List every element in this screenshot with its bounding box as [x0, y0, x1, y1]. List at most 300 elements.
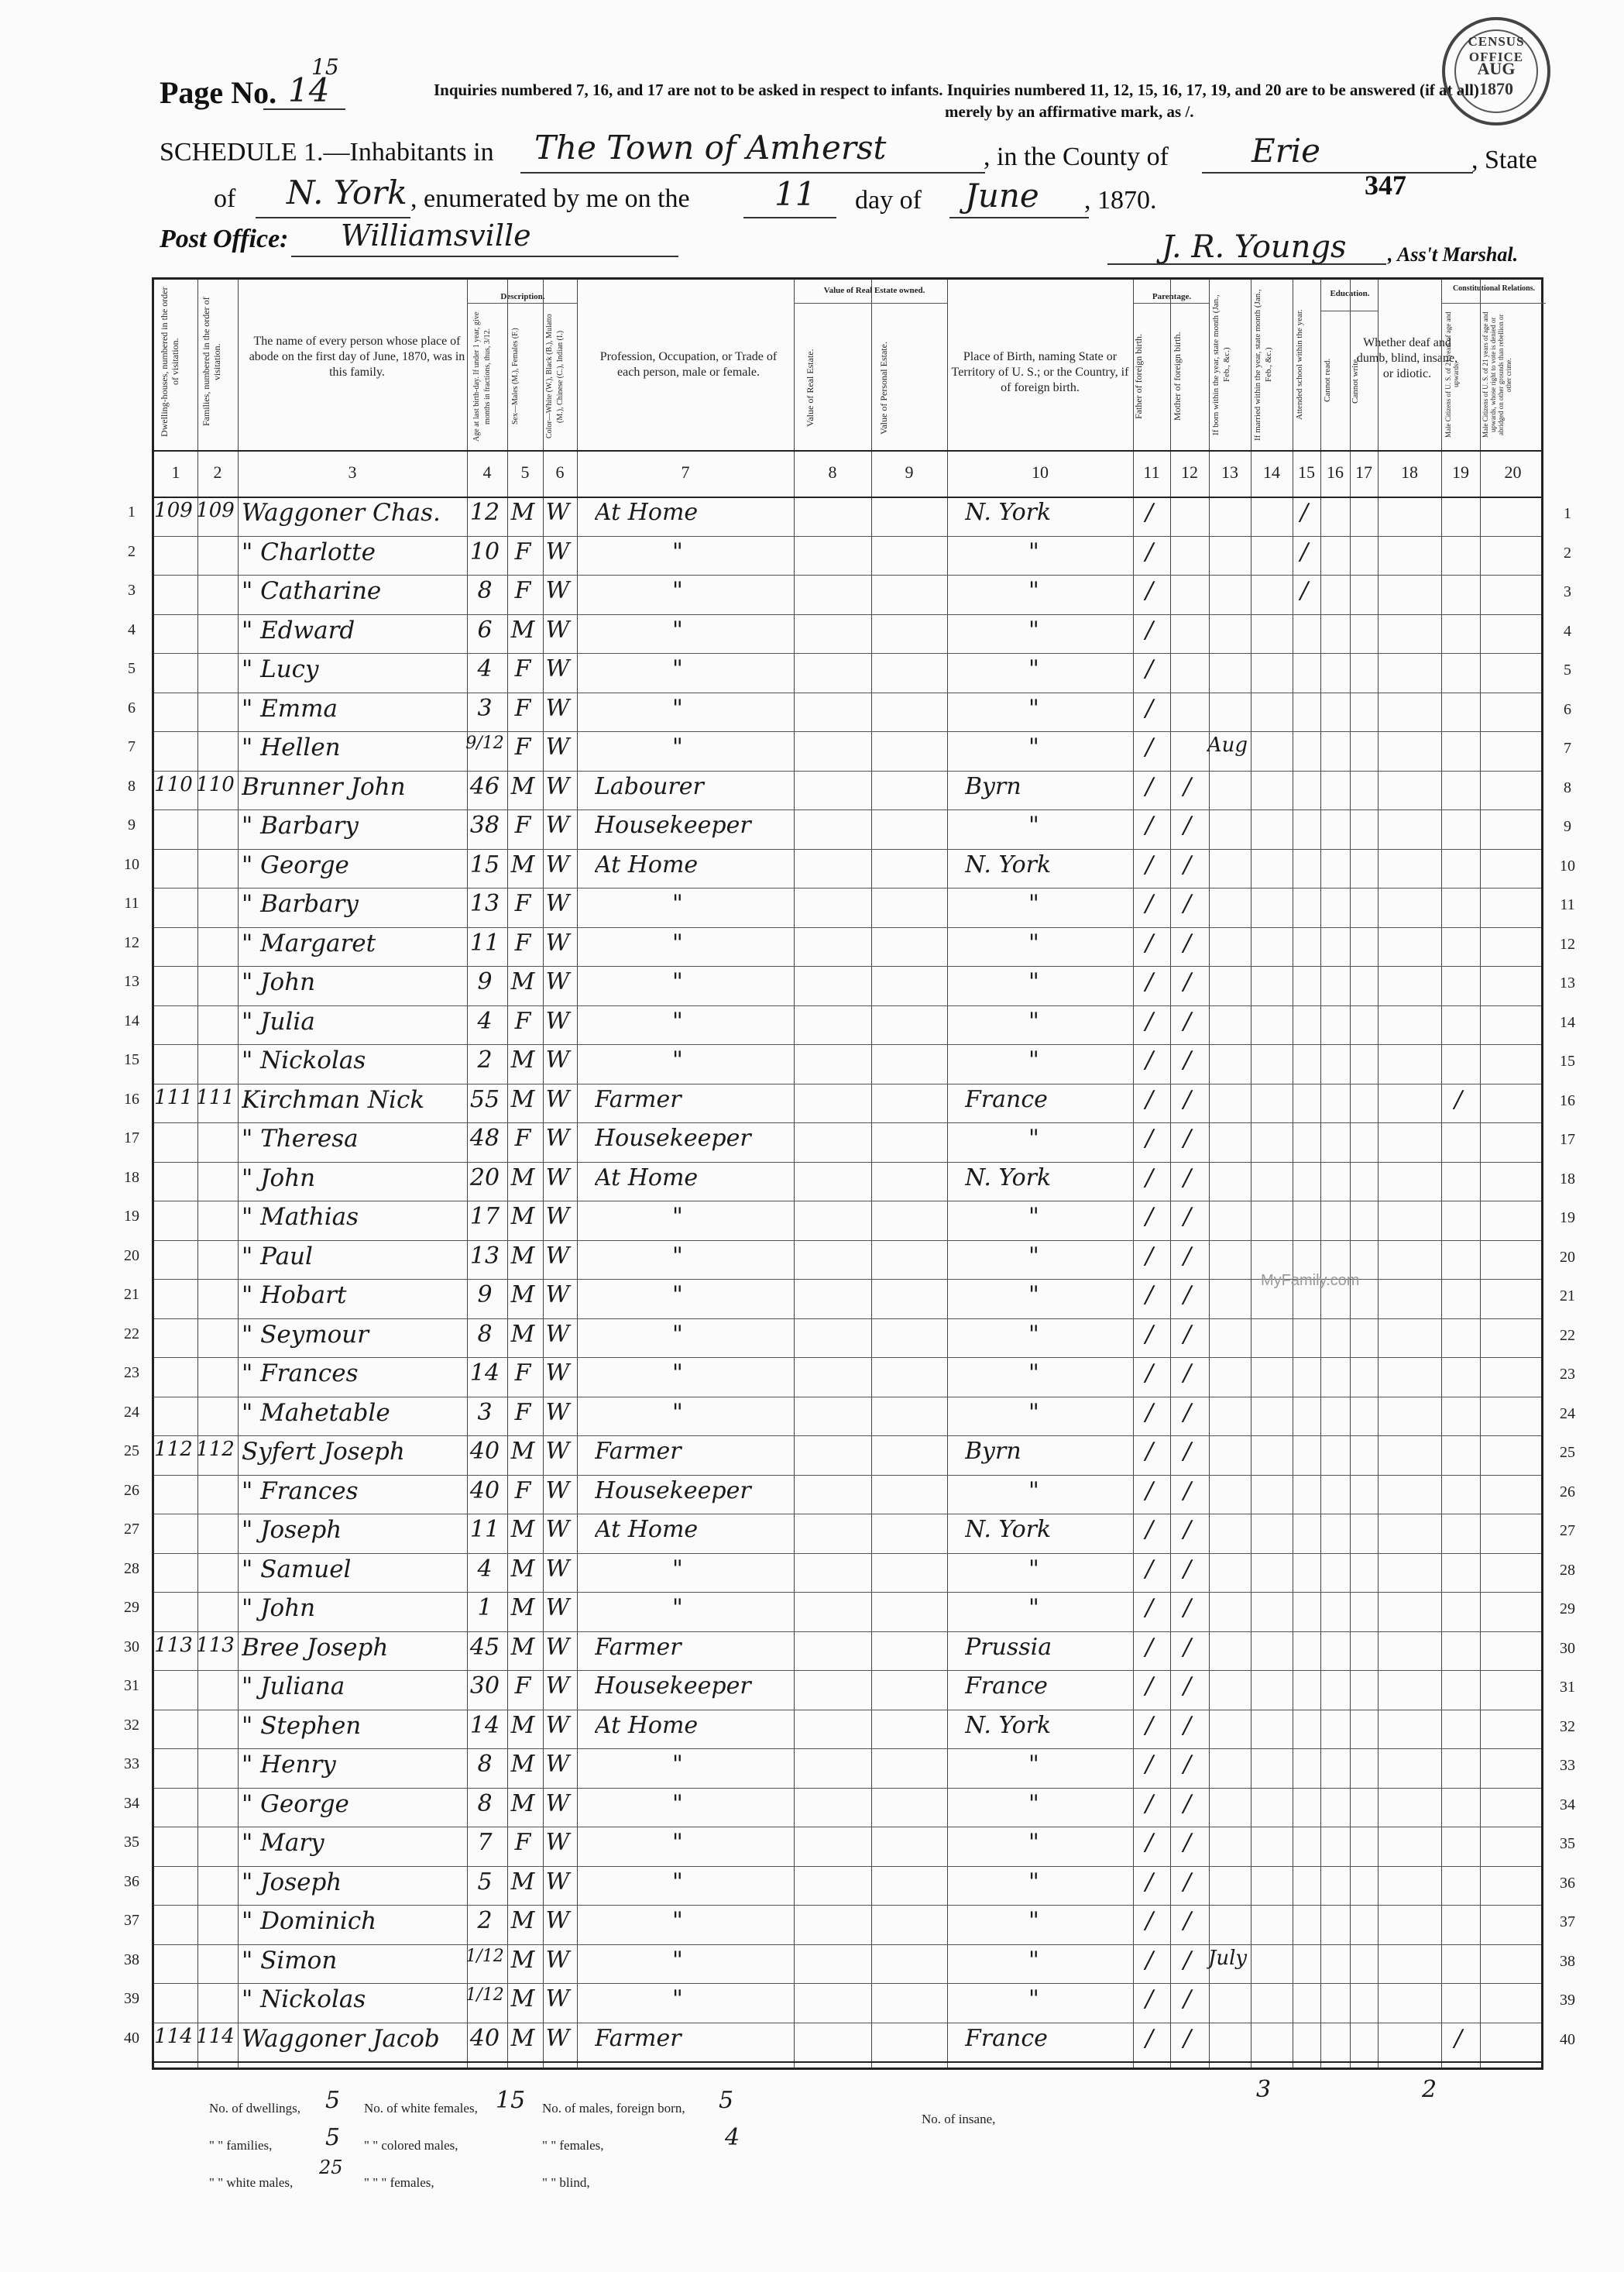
state-value: N. York	[287, 174, 407, 211]
row-number-left: 4	[128, 620, 136, 638]
sex: F	[514, 655, 531, 682]
sex: M	[510, 2024, 535, 2052]
occupation: "	[672, 1868, 683, 1896]
color: W	[545, 538, 570, 565]
row-line	[154, 2061, 1541, 2063]
group-header-line	[794, 303, 947, 304]
age: 1/12	[465, 1985, 504, 2005]
family-number: 114	[196, 2024, 235, 2048]
father-foreign: /	[1145, 694, 1154, 722]
month-value: June	[965, 177, 1039, 215]
sex: M	[510, 1438, 535, 1465]
color: W	[545, 1047, 570, 1074]
birthplace: N. York	[965, 499, 1052, 526]
families-label: " " families,	[209, 2138, 273, 2153]
row-line	[154, 1748, 1541, 1749]
col-14-header: If married within the year, state month (Jan., Feb., &c.)	[1253, 289, 1273, 441]
sex: M	[510, 1868, 535, 1896]
person-name: Waggoner Jacob	[242, 2024, 440, 2053]
occupation: "	[672, 538, 683, 565]
age: 17	[469, 1203, 500, 1230]
column-line	[947, 280, 948, 2067]
row-line	[154, 614, 1541, 615]
age: 4	[477, 1555, 493, 1583]
occupation: "	[672, 1829, 683, 1856]
mother-foreign: /	[1183, 1203, 1192, 1230]
row-number-right: 19	[1560, 1209, 1575, 1226]
column-number: 14	[1263, 462, 1280, 482]
row-line	[154, 771, 1541, 772]
county-label: , in the County of	[984, 143, 1169, 171]
father-foreign: /	[1145, 538, 1154, 565]
real-estate-group-header: Value of Real Estate owned.	[823, 286, 925, 295]
age: 15	[469, 851, 500, 878]
color: W	[545, 1868, 570, 1896]
dwelling-number: 112	[154, 1438, 193, 1461]
color: W	[545, 968, 570, 995]
row-number-left: 30	[124, 1638, 139, 1655]
column-number: 12	[1181, 462, 1198, 482]
father-foreign: /	[1145, 499, 1154, 526]
father-foreign: /	[1145, 968, 1154, 995]
day-value: 11	[774, 175, 816, 213]
birthplace: "	[1028, 890, 1039, 917]
sex: M	[510, 1203, 535, 1230]
row-number-left: 18	[124, 1168, 139, 1186]
row-line	[154, 1788, 1541, 1789]
row-line	[154, 1670, 1541, 1671]
row-number-right: 14	[1560, 1013, 1575, 1031]
occupation: "	[672, 1320, 683, 1348]
father-foreign: /	[1145, 577, 1154, 604]
mother-foreign: /	[1183, 2024, 1192, 2052]
column-line	[577, 280, 578, 2067]
mother-foreign: /	[1183, 851, 1192, 878]
birthplace: "	[1028, 1946, 1039, 1974]
color: W	[545, 1281, 570, 1308]
birthplace: "	[1028, 929, 1039, 957]
county-value: Erie	[1251, 132, 1321, 170]
row-number-left: 23	[124, 1364, 139, 1381]
color: W	[545, 499, 570, 526]
row-number-right: 30	[1560, 1639, 1575, 1657]
family-number: 113	[196, 1633, 235, 1657]
sex: F	[514, 1398, 531, 1426]
sex: M	[510, 772, 535, 800]
col-18-header: Whether deaf and dumb, blind, insane, or idiotic.	[1356, 336, 1458, 380]
family-number: 109	[196, 499, 235, 522]
column-line	[871, 280, 872, 2067]
person-name: " George	[242, 1789, 349, 1818]
person-name: " Catharine	[242, 577, 382, 605]
age: 1/12	[465, 1946, 504, 1966]
post-office-underline	[291, 256, 678, 257]
age: 6	[477, 616, 493, 644]
person-name: " Frances	[242, 1476, 359, 1505]
col-13-header: If born within the year, state month (Jan., Feb., &c.)	[1211, 294, 1231, 435]
father-foreign: /	[1145, 1594, 1154, 1621]
page-number-stamped: 15	[311, 54, 339, 80]
father-foreign: /	[1145, 1751, 1154, 1778]
male-citizen: /	[1454, 2024, 1463, 2052]
row-line	[154, 1631, 1541, 1632]
row-number-right: 28	[1560, 1561, 1575, 1579]
family-number: 111	[196, 1085, 235, 1109]
constitutional-group-header: Constitutional Relations.	[1452, 284, 1536, 293]
row-number-left: 37	[124, 1912, 139, 1929]
sheet-number: 347	[1365, 170, 1406, 201]
row-line	[154, 1162, 1541, 1163]
mother-foreign: /	[1183, 1907, 1192, 1934]
page-no-underline	[263, 108, 345, 110]
age: 12	[469, 499, 500, 526]
row-number-left: 31	[124, 1677, 139, 1694]
occupation: "	[672, 1007, 683, 1035]
color: W	[545, 1985, 570, 2012]
mother-foreign: /	[1183, 1047, 1192, 1074]
state-label: , State	[1471, 146, 1537, 174]
birthplace: "	[1028, 1047, 1039, 1074]
sex: M	[510, 1946, 535, 1974]
females-foreign-value: 4	[725, 2124, 740, 2151]
person-name: Waggoner Chas.	[242, 499, 441, 527]
sex: F	[514, 929, 531, 957]
person-name: " Joseph	[242, 1868, 342, 1896]
mother-foreign: /	[1183, 1085, 1192, 1113]
schedule-label: SCHEDULE 1.—Inhabitants in	[160, 138, 494, 167]
row-number-left: 14	[124, 1012, 139, 1029]
col-17-header: Cannot write.	[1351, 357, 1360, 404]
birthplace: Prussia	[965, 1633, 1052, 1661]
father-foreign: /	[1145, 1047, 1154, 1074]
row-number-right: 40	[1560, 2030, 1575, 2048]
row-line	[154, 1592, 1541, 1593]
mother-foreign: /	[1183, 1007, 1192, 1035]
row-number-left: 29	[124, 1599, 139, 1616]
attended-school: /	[1300, 499, 1309, 526]
father-foreign: /	[1145, 1085, 1154, 1113]
birthplace: "	[1028, 1555, 1039, 1583]
row-line	[154, 1122, 1541, 1123]
row-line	[154, 731, 1541, 732]
person-name: " Hobart	[242, 1281, 347, 1309]
birthplace: "	[1028, 1751, 1039, 1778]
col-16-header: Cannot read.	[1323, 358, 1332, 403]
col-5-header: Sex—Males (M.), Females (F.)	[511, 328, 520, 425]
row-number-right: 38	[1560, 1952, 1575, 1970]
father-foreign: /	[1145, 1007, 1154, 1035]
birthplace: "	[1028, 1007, 1039, 1035]
person-name: " Mahetable	[242, 1398, 390, 1427]
age: 46	[469, 772, 500, 800]
father-foreign: /	[1145, 1868, 1154, 1896]
row-line	[154, 1944, 1541, 1945]
mother-foreign: /	[1183, 1516, 1192, 1543]
col-3-header: The name of every person whose place of abode on the first day of June, 1870, was in this family.	[249, 335, 465, 379]
age: 30	[469, 1672, 500, 1700]
row-line	[154, 888, 1541, 889]
row-number-right: 37	[1560, 1913, 1575, 1930]
person-name: " Barbary	[242, 812, 359, 840]
person-name: " Edward	[242, 616, 355, 644]
column-number: 1	[171, 462, 180, 482]
birthplace: "	[1028, 1281, 1039, 1308]
color: W	[545, 1476, 570, 1504]
row-number-right: 26	[1560, 1483, 1575, 1500]
age: 55	[469, 1085, 500, 1113]
mother-foreign: /	[1183, 1476, 1192, 1504]
row-number-right: 5	[1564, 662, 1571, 679]
sex: F	[514, 890, 531, 917]
birthplace: "	[1028, 1907, 1039, 1934]
row-number-left: 24	[124, 1403, 139, 1421]
sex: M	[510, 1320, 535, 1348]
row-number-right: 1	[1564, 505, 1571, 522]
occupation: Housekeeper	[595, 812, 751, 839]
age: 1	[477, 1594, 493, 1621]
row-line	[154, 1044, 1541, 1045]
colored-females-label: " " " females,	[364, 2175, 434, 2190]
birthplace: "	[1028, 1320, 1039, 1348]
dwellings-value: 5	[325, 2087, 341, 2114]
row-number-left: 1	[128, 504, 136, 521]
mother-foreign: /	[1183, 1398, 1192, 1426]
color: W	[545, 1438, 570, 1465]
occupation: "	[672, 694, 683, 722]
person-name: " Henry	[242, 1751, 336, 1779]
father-foreign: /	[1145, 772, 1154, 800]
column-number: 6	[555, 462, 565, 482]
row-number-left: 19	[124, 1208, 139, 1225]
mother-foreign: /	[1183, 1633, 1192, 1661]
color: W	[545, 1633, 570, 1661]
row-line	[154, 1318, 1541, 1319]
row-number-left: 22	[124, 1325, 139, 1342]
age: 11	[469, 929, 500, 957]
dwelling-number: 110	[154, 772, 193, 796]
color: W	[545, 812, 570, 839]
male-citizen: /	[1454, 1085, 1463, 1113]
birthplace: "	[1028, 1789, 1039, 1817]
row-number-right: 18	[1560, 1170, 1575, 1188]
marshal-label: , Ass't Marshal.	[1388, 243, 1519, 266]
birthplace: N. York	[965, 1711, 1052, 1739]
age: 4	[477, 655, 493, 682]
column-line	[1441, 280, 1442, 2067]
birthplace: "	[1028, 812, 1039, 839]
page-number-written: 14	[288, 71, 330, 109]
row-number-left: 9	[128, 816, 136, 834]
column-number: 13	[1221, 462, 1238, 482]
father-foreign: /	[1145, 1203, 1154, 1230]
mother-foreign: /	[1183, 1438, 1192, 1465]
father-foreign: /	[1145, 1163, 1154, 1191]
birthplace: "	[1028, 538, 1039, 565]
color: W	[545, 1398, 570, 1426]
row-number-right: 22	[1560, 1326, 1575, 1344]
age: 11	[469, 1516, 500, 1543]
age: 5	[477, 1868, 493, 1896]
occupation: Labourer	[595, 772, 704, 800]
father-foreign: /	[1145, 1125, 1154, 1152]
person-name: " Samuel	[242, 1555, 352, 1583]
color: W	[545, 1555, 570, 1583]
age: 4	[477, 1007, 493, 1035]
dwelling-number: 109	[154, 499, 193, 522]
father-foreign: /	[1145, 1829, 1154, 1856]
mother-foreign: /	[1183, 1751, 1192, 1778]
month-underline	[949, 217, 1089, 218]
birth-month: Aug	[1207, 734, 1248, 757]
father-foreign: /	[1145, 1320, 1154, 1348]
color: W	[545, 1829, 570, 1856]
sex: M	[510, 1555, 535, 1583]
occupation: "	[672, 1398, 683, 1426]
father-foreign: /	[1145, 1398, 1154, 1426]
color: W	[545, 1594, 570, 1621]
mother-foreign: /	[1183, 929, 1192, 957]
person-name: " Seymour	[242, 1320, 369, 1349]
row-number-right: 11	[1560, 896, 1575, 913]
mother-foreign: /	[1183, 1163, 1192, 1191]
row-number-right: 12	[1560, 935, 1575, 953]
sex: M	[510, 1907, 535, 1934]
age: 8	[477, 1320, 493, 1348]
occupation: "	[672, 1594, 683, 1621]
col-15-header: Attended school within the year.	[1295, 309, 1304, 421]
color: W	[545, 1789, 570, 1817]
father-foreign: /	[1145, 1359, 1154, 1387]
color: W	[545, 1946, 570, 1974]
sex: M	[510, 1633, 535, 1661]
person-name: " Barbary	[242, 890, 359, 918]
row-line	[154, 536, 1541, 537]
age: 45	[469, 1633, 500, 1661]
age: 3	[477, 1398, 493, 1426]
group-header-line	[467, 303, 577, 304]
column-number: 20	[1504, 462, 1522, 482]
color: W	[545, 1320, 570, 1348]
person-name: " Theresa	[242, 1125, 359, 1153]
color: W	[545, 1711, 570, 1739]
mother-foreign: /	[1183, 968, 1192, 995]
row-line	[154, 1357, 1541, 1358]
person-name: " Margaret	[242, 929, 376, 957]
row-number-left: 10	[124, 855, 139, 873]
mother-foreign: /	[1183, 890, 1192, 917]
row-number-left: 12	[124, 933, 139, 951]
row-line	[154, 927, 1541, 928]
person-name: Bree Joseph	[242, 1633, 389, 1662]
row-number-left: 7	[128, 738, 136, 755]
occupation: Farmer	[595, 1633, 682, 1661]
mother-foreign: /	[1183, 1125, 1192, 1152]
father-foreign: /	[1145, 929, 1154, 957]
mother-foreign: /	[1183, 1868, 1192, 1896]
row-number-right: 10	[1560, 857, 1575, 875]
row-number-right: 9	[1564, 818, 1571, 835]
father-foreign: /	[1145, 1711, 1154, 1739]
birthplace: Byrn	[965, 772, 1021, 800]
person-name: " Nickolas	[242, 1985, 366, 2013]
occupation: "	[672, 616, 683, 644]
row-number-left: 32	[124, 1716, 139, 1734]
person-name: Kirchman Nick	[242, 1085, 425, 1114]
sex: F	[514, 577, 531, 604]
occupation: At Home	[595, 499, 699, 526]
sex: M	[510, 499, 535, 526]
row-line	[154, 1983, 1541, 1984]
age: 9/12	[465, 734, 504, 753]
father-foreign: /	[1145, 1789, 1154, 1817]
age: 8	[477, 1789, 493, 1817]
page-label: Page No.	[160, 75, 277, 110]
row-number-left: 15	[124, 1051, 139, 1068]
sex: F	[514, 812, 531, 839]
age: 48	[469, 1125, 500, 1152]
town-value: The Town of Amherst	[534, 129, 887, 167]
row-number-left: 2	[128, 542, 136, 560]
age: 40	[469, 2024, 500, 2052]
father-foreign: /	[1145, 890, 1154, 917]
occupation: At Home	[595, 1163, 699, 1191]
white-males-label: " " white males,	[209, 2175, 294, 2190]
row-number-right: 36	[1560, 1874, 1575, 1892]
occupation: "	[672, 734, 683, 761]
occupation: "	[672, 1047, 683, 1074]
person-name: " Frances	[242, 1359, 359, 1387]
occupation: "	[672, 1789, 683, 1817]
mother-foreign: /	[1183, 1555, 1192, 1583]
census-office-stamp: CENSUS OFFICE AUG 1870	[1442, 17, 1550, 125]
sex: M	[510, 1242, 535, 1270]
color: W	[545, 1203, 570, 1230]
sex: M	[510, 1594, 535, 1621]
family-number: 110	[196, 772, 235, 796]
col-11-header: Father of foreign birth.	[1133, 334, 1144, 419]
row-number-left: 34	[124, 1794, 139, 1812]
occupation: Housekeeper	[595, 1476, 751, 1504]
age: 38	[469, 812, 500, 839]
day-label: day of	[855, 186, 922, 215]
column-number: 3	[348, 462, 357, 482]
row-number-right: 39	[1560, 1992, 1575, 2009]
row-line	[154, 1905, 1541, 1906]
birthplace: "	[1028, 1398, 1039, 1426]
row-number-left: 20	[124, 1246, 139, 1264]
birthplace: "	[1028, 1125, 1039, 1152]
column-line	[238, 280, 239, 2067]
sex: M	[510, 1281, 535, 1308]
age: 40	[469, 1438, 500, 1465]
row-number-left: 3	[128, 582, 136, 599]
col-1-header: Dwelling-houses, numbered in the order of visitation.	[159, 287, 180, 437]
father-foreign: /	[1145, 1242, 1154, 1270]
birthplace: France	[965, 2024, 1048, 2052]
column-number: 18	[1401, 462, 1418, 482]
color: W	[545, 1007, 570, 1035]
row-number-left: 13	[124, 973, 139, 990]
occupation: "	[672, 1907, 683, 1934]
row-number-left: 39	[124, 1990, 139, 2007]
row-number-left: 27	[124, 1521, 139, 1538]
enumerated-label: , enumerated by me on the	[410, 184, 690, 213]
col-6-header: Color—White (W.), Black (B.), Mulatto (M.), Chinese (C.), Indian (I.)	[545, 314, 565, 439]
age: 14	[469, 1711, 500, 1739]
row-line	[154, 1866, 1541, 1867]
birthplace: Byrn	[965, 1438, 1021, 1465]
col-7-header: Profession, Occupation, or Trade of each person, male or female.	[599, 350, 778, 379]
